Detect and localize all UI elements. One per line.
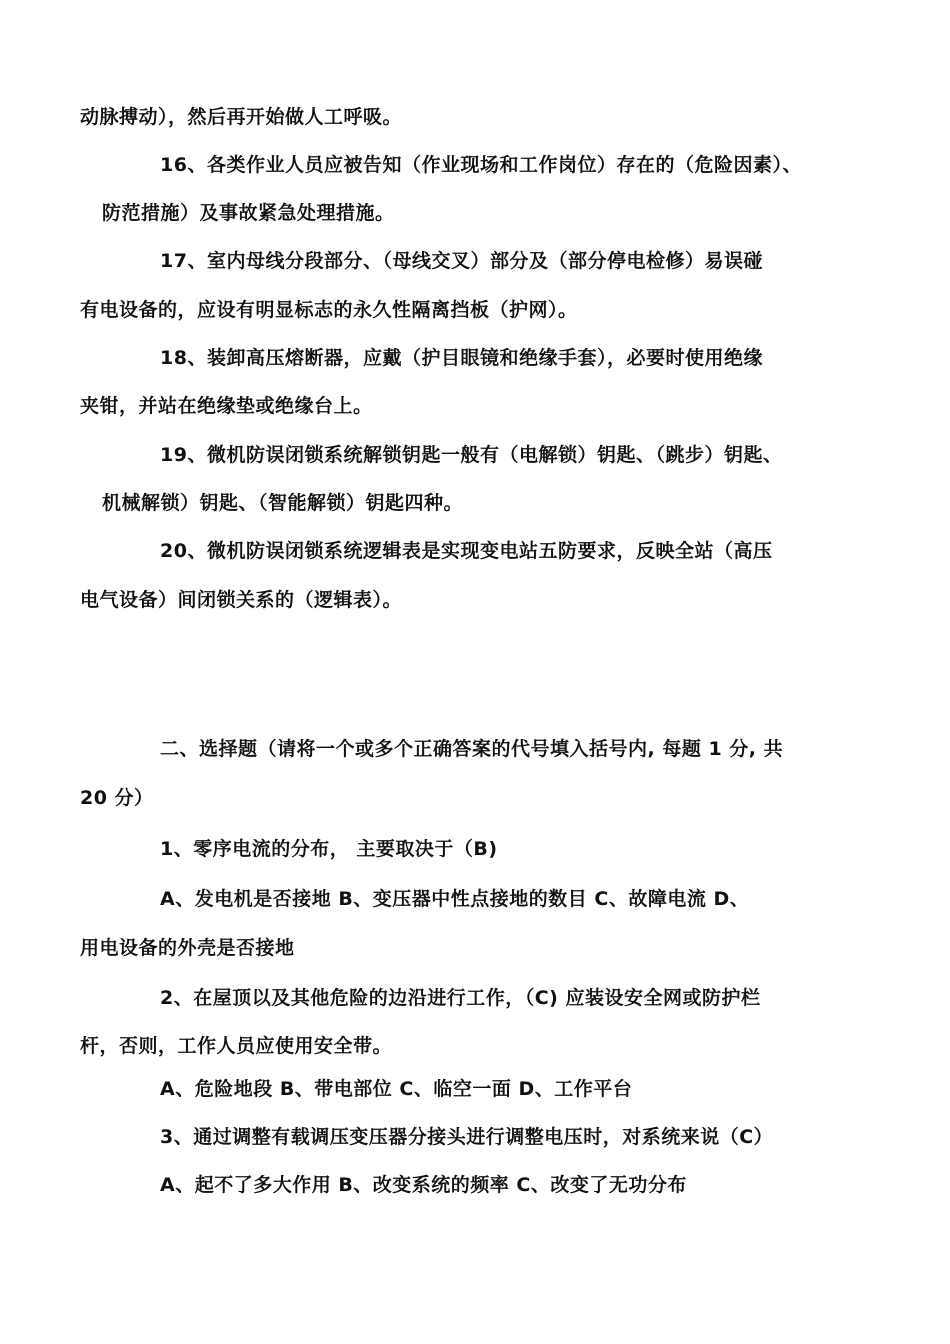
question-2-cont: 杆，否则，工作人员应使用安全带。 — [80, 1035, 393, 1057]
item-20-line-2: 电气设备）间闭锁关系的（逻辑表）。 — [80, 589, 403, 611]
question-3: 3、通过调整有载调压变压器分接头进行调整电压时，对系统来说（C） — [160, 1126, 774, 1148]
item-16-line-2: 防范措施）及事故紧急处理措施。 — [102, 202, 395, 224]
item-17-line-1: 17、室内母线分段部分、（母线交叉）部分及（部分停电检修）易误碰 — [160, 250, 763, 272]
item-19-line-2: 机械解锁）钥匙、（智能解锁）钥匙四种。 — [102, 492, 464, 514]
item-18-line-1: 18、装卸高压熔断器，应戴（护目眼镜和绝缘手套），必要时使用绝缘 — [160, 347, 763, 369]
question-1-options-cont: 用电设备的外壳是否接地 — [80, 937, 295, 959]
question-1-options: A、发电机是否接地 B、变压器中性点接地的数目 C、故障电流 D、 — [160, 888, 750, 910]
question-2-options: A、危险地段 B、带电部位 C、临空一面 D、工作平台 — [160, 1078, 633, 1100]
text-line: 动脉搏动），然后再开始做人工呼吸。 — [80, 106, 403, 128]
item-20-line-1: 20、微机防误闭锁系统逻辑表是实现变电站五防要求，反映全站（高压 — [160, 540, 773, 562]
question-1: 1、零序电流的分布， 主要取决于（B) — [160, 838, 498, 860]
item-19-line-1: 19、微机防误闭锁系统解锁钥匙一般有（电解锁）钥匙、（跳步）钥匙、 — [160, 444, 783, 466]
section-heading: 二、选择题（请将一个或多个正确答案的代号填入括号内, 每题 1 分, 共 — [160, 738, 784, 760]
item-17-line-2: 有电设备的，应设有明显标志的永久性隔离挡板（护网）。 — [80, 299, 578, 321]
section-heading-cont: 20 分） — [80, 787, 154, 809]
item-16-line-1: 16、各类作业人员应被告知（作业现场和工作岗位）存在的（危险因素）、 — [160, 154, 802, 176]
question-2: 2、在屋顶以及其他危险的边沿进行工作，（C) 应装设安全网或防护栏 — [160, 987, 761, 1009]
item-18-line-2: 夹钳，并站在绝缘垫或绝缘台上。 — [80, 395, 373, 417]
question-3-options: A、起不了多大作用 B、改变系统的频率 C、改变了无功分布 — [160, 1174, 687, 1196]
